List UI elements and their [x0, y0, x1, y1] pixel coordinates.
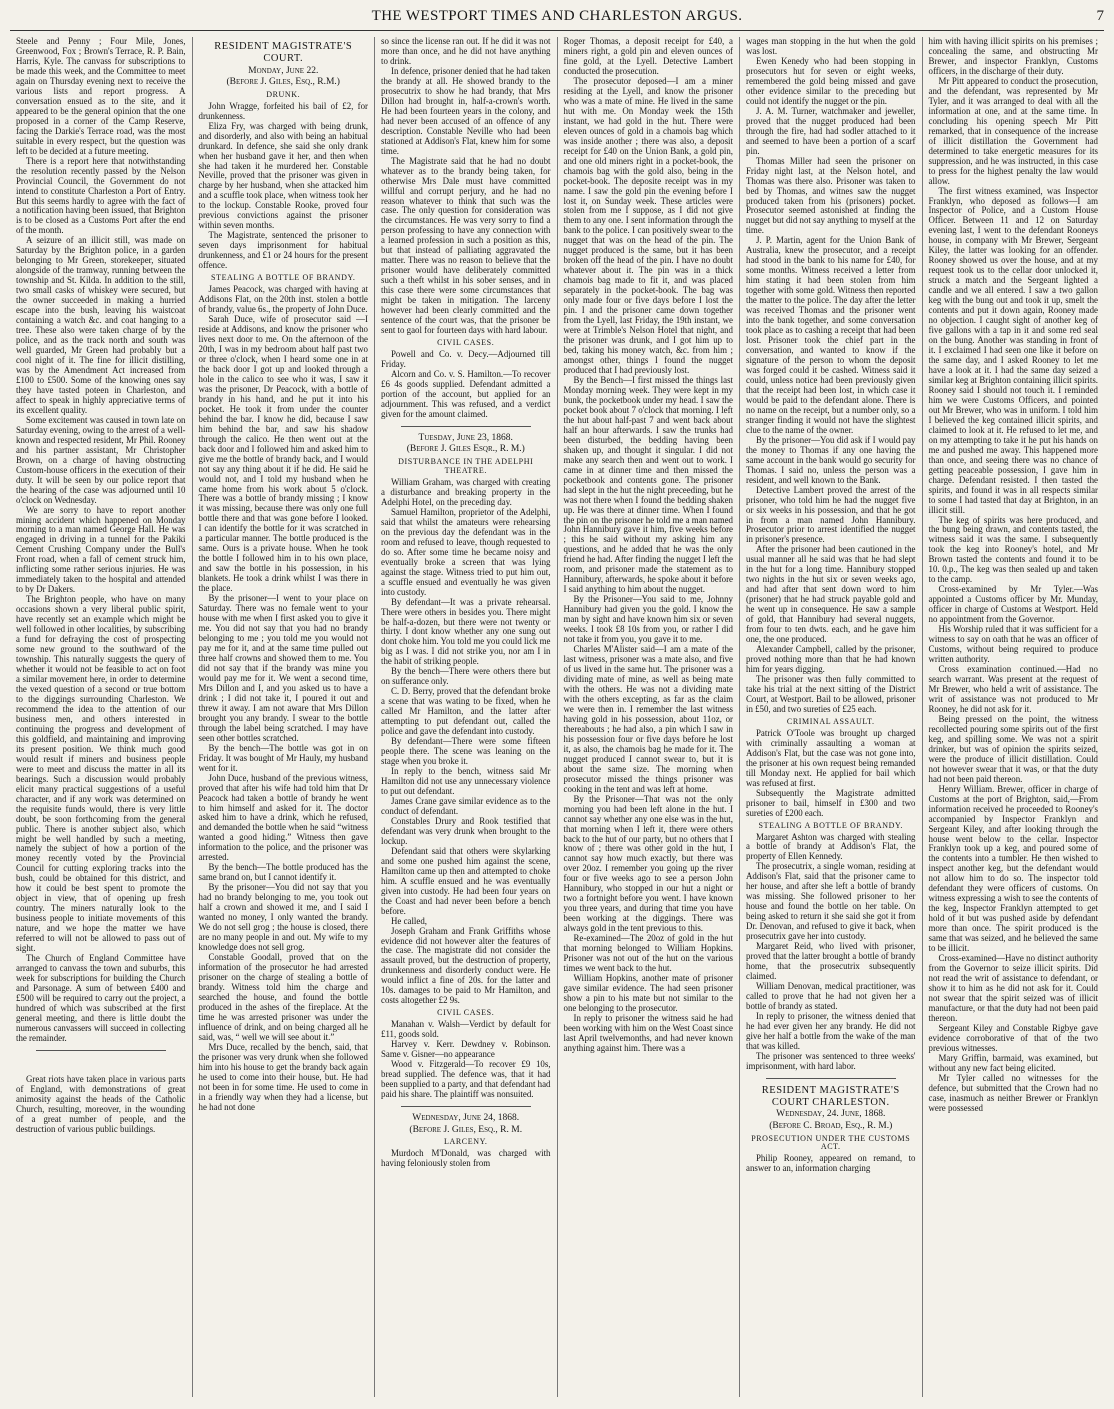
paragraph: Mr Tyler called no witnesses for the defence, but submitted that the Crown had no case, inasmuch as neither Brewer or Franklyn were possessed: [928, 1072, 1098, 1113]
paragraph: Mr Pitt appeared to conduct the prosecution, and the defendant, was represented by Mr Tyler, and it was arranged to deal with all the information at one, and at the same time. In concluding his opening speech Mr Pitt remarked, that in consequence of the increase of illicit distillation the Government had determined to take energetic measures for its suppression, and he was instructed, in this case to press for the highest penalty the law would allow.: [928, 75, 1098, 186]
paragraph: Cross examination continued.—Had no search warrant. Was present at the request of Mr Brewer, who held a writ of assistance. The writ of assistance was not produced to Mr Rooney, he did not ask for it.: [928, 664, 1098, 714]
paragraph: He called,: [391, 915, 427, 926]
paragraph: Murdoch M'Donald, was charged with having feloniously stolen from: [381, 1148, 551, 1169]
paragraph: J. A. M. Turner, watchmaker and jeweller, proved that the nugget produced had been through the fire, had had sodler attached to it and seemed to have been a portion of a scarf pin.: [746, 105, 916, 156]
court-bench: (Before J. Giles, Esq., R.M.): [226, 77, 340, 88]
paragraph: By the Prisoner—That was not the only morning you had been left alone in the hut. I cannot say whether any one else was in the hut, that morning when I left it, there were others back to the hut of our party, but no others that I know of ; there was other gold in the hut, I cannot say how much exactly, but there was over 20oz. I remember you going up the river four or five weeks ago to see a person John Hannibury, who stopped in our hut a night or two a fortnight before you went. I have known you three years, and during that time you have been working at the diggings. There was always gold in the tent previous to this.: [563, 793, 733, 934]
column-3: [374, 37, 557, 1397]
paragraph: By defendant—There were some fifteen people there. The scene was leaning on the stage when you broke it.: [381, 736, 551, 767]
section-heading: RESIDENT MAGISTRATE'S COURT.: [214, 41, 353, 64]
paragraph: The first witness examined, was Inspector Franklyn, who deposed as follows—I am Inspector of Police, and a Custom House Officer. Between 11 and 12 on Saturday evening last, I went to the defendant Rooneys house, in company with Mr Brewer, Sergeant Kiley, the latter was looking for an offender. Rooney showed us over the house, and at my request took us to the cellar door unlocked it, struck a match and the Sergeant lighted a candle and we all entered. I saw a two gallon keg with the bung out and took it up, smelt the contents and put it down again, Rooney made no objection. I caught sight of another keg of five gallons with a tap in it and some red seal on the bung. Another was standing in front of it. I exclaimed I had seen one like it before on the same day, and I asked Rooney to let me have a look at it. I had the same day seized a similar keg at Brighton containing illicit spirits. Rooney said I should not touch it. I reminded him we were Customs Officers, and pointed out Mr Brewer, who was in uniform. I told him I believed the keg contained illicit spirits, and claimed to look at it. He refused to let me, and on my attempting to take it he put his hands on me and pushed me away. This happened more than once, and seeing there was no chance of getting peaceable possession, I gave him in charge. Defendant resisted. I then tasted the spirits, and found it was in all respects similar to some I had tasted that day at Brighton, in an illicit still.: [928, 185, 1098, 515]
paragraph: Constable Goodall, proved that on the information of the prosecutor he had arrested prisoner on the charge of stealing a bottle of brandy. Witness told him the charge and searched the house, and found the bottle produced in the ashes of the fireplace. At the time he was arrested prisoner was under the influence of drink, and on being charged all he said, was, “ well we will see about it.”: [198, 952, 368, 1042]
paragraph: John Wragge, forfeited his bail of £2, for drunkenness.: [198, 100, 368, 121]
paragraph: Mary Griffin, barmaid, was examined, but without any new fact being elicited.: [928, 1052, 1098, 1073]
court-bench: (Before J. Giles, Esq., R. M.: [409, 1124, 523, 1135]
paragraph: Subsequently the Magistrate admitted prisoner to bail, himself in £300 and two sureties of £200 each.: [746, 787, 916, 818]
court-bench: (Before J. Giles Esqr., R. M.): [406, 444, 525, 455]
paragraph: The Brighton people, who have on many occasions shown a very liberal public spirit, have recently set an example which might be well followed in other localities, by subscribing a fund for defraying the cost of prospecting some new ground to the southward of the township. This naturally suggests the query of whether it would not be feasible to act on foot a similar movement here, in order to determine the vexed question of a second or true bottom to the diggings surrounding Charleston. We recommend the idea to the attention of our business men, and others interested in continuing the progress and development of this goldfield, and maintaining and improving its present position. We think much good would result if miners and business people were to meet and discuss the matter in all its bearings. Such a discussion would probably elicit many practical suggestions of a useful character, and if any work was determined on the requisite funds would, there is very little doubt, be soon forthcoming from the general public. There is another subject also, which might be well handled by such a meeting, namely the subject of how a portion of the money recently voted by the Provincial Council for cutting exploring tracks into the bush, could be obtained for this district, and how it could be best spent to promote the object in view, that of opening up fresh country. The miners naturally look to the business people to initiate movements of this nature, and we hope the matter we have referred to will not be allowed to pass out of sight.: [16, 594, 186, 954]
case-subhead: CIVIL CASES.: [437, 1008, 495, 1018]
paragraph: The keg of spirits was here produced, and the bung being drawn, and contents tasted, the witness said it was the same. I subsequently took the keg into Rooney's hotel, and Mr Brown tasted the contents and found it to be 10. 0.p., The keg was then sealed up and taken to the camp.: [928, 514, 1098, 585]
paragraph: By the bench—The bottle was got in on Friday. It was bought of Mr Hauly, my husband went for it.: [198, 742, 368, 773]
paragraph: so since the license ran out. If he did it was not more than once, and he did not have anything to drink.: [381, 37, 551, 66]
paragraph: Cross-examined by Mr Tyler.—Was appointed a Customs officer by Mr. Munday, officer in charge of Customs at Westport. Held no appointment from the Governor.: [928, 584, 1098, 625]
paragraph: Alcorn and Co. v. S. Hamilton.—To recover £6 4s goods supplied. Defendant admitted a portion of the account, but applied for an adjournment. This was refused, and a verdict given for the amount claimed.: [381, 368, 551, 419]
paragraph: Samuel Hamilton, proprietor of the Adelphi, said that whilst the amateurs were rehearsing on the previous day the defendant was in the room and refused to leave, though requested to do so. After some time he became noisy and eventually broke a screen that was lying against the stage. Witness tried to put him out, a scuffle ensued and eventually he was given into custody.: [381, 506, 551, 597]
paragraph: Detective Lambert proved the arrest of the prisoner, who told him he had the nugget five or six weeks in his possession, and that he got in from a man named John Hannibury. Prosecutor prior to arrest identified the nugget in prisoner's presence.: [746, 484, 916, 545]
paragraph: him with having illicit spirits on his premises ; concealing the same, and obstructing Mr Brewer, and inspector Franklyn, Customs officers, in the discharge of their duty.: [928, 37, 1098, 76]
paragraph: Eliza Fry, was charged with being drunk, and disorderly, and also with being an habitual drunkard. In defence, she said she only drank when her husband gave it her, and then when she had taken it he murdered her. Constable Neville, proved that the prisoner was given in charge by her husband, when she attacked him and a scuffle took place, when witness took her to the lockup. Constable Rooke, proved four previous convictions against the prisoner within seven months.: [198, 120, 368, 231]
paragraph: The Magistrate, sentenced the prisoner to seven days imprisonment for habitual drunkenness, and £1 or 24 hours for the present offence.: [198, 230, 368, 271]
paragraph: His Worship ruled that it was sufficient for a witness to say on oath that he was an officer of Customs, without being required to produce written authority.: [928, 624, 1098, 665]
paragraph: In defence, prisoner denied that he had taken the brandy at all. He showed brandy to the prosecutrix to show he had brandy, that Mrs Dillon had brought in, half-a-crown's worth. He had been fourteen years in the colony, and had never been accused of an offence of any description. Constable Neville who had been stationed at Addison's Flat, knew him for some time.: [381, 65, 551, 156]
court-date: Wednesday, June 24, 1868.: [412, 1113, 520, 1123]
paragraph: In reply to prisoner the witness said he had been working with him on the West Coast since last April twelvemonths, and had never known anything against him. There was a: [563, 1012, 733, 1053]
paragraph: C. D. Berry, proved that the defendant broke a scene that was wating to be fixed, when he called Mr Hamilton, and the latter after attempting to put defendant out, called the police and gave the defendant into custody.: [381, 686, 551, 737]
case-subhead: DISTURBANCE IN THE ADELPHI THEATRE.: [398, 457, 534, 475]
paragraph: There is a report here that notwithstanding the resolution recently passed by the Nelson Provincial Council, the Government do not intend to constitute Charleston a Port of Entry. But this seems hardly to agree with the fact of a notification having been issued, that Brighton is to be closed as a Customs Port after the end of the month.: [16, 155, 186, 236]
masthead: [10, 8, 1104, 31]
court-date: Tuesday, June 23, 1868.: [418, 432, 513, 443]
paragraph: By the prisoner—I went to your place on Saturday. There was no female went to your house with me when I first asked you to give it me. You did not say that you had no brandy belonging to me ; you told me you would not pay me for it, and at the same time pulled out three half crowns and showed them to me. You did not say that if the brandy was mine you would pay me for it. We went a second time, Mrs Dillon and I, and you asked us to have a drink ; I did not take it, I poured it out and threw it away. I am not aware that Mrs Dillon brought you any brandy. I swear to the bottle through the label being scratched. I may have seen other bottles scratched.: [198, 593, 368, 743]
column-divider-rule: [36, 1050, 166, 1051]
section-rule: [766, 1078, 896, 1079]
paragraph: We are sorry to have to report another mining accident which happened on Monday morning to a man named George Hall. He was engaged in driving in a tunnel for the Pakiki Cement Crushing Company under the Bull's Front road, when a fall of cement struck him, inflicting some rather serious injuries. He was immediately taken to the hospital and attended to by Dr Dakers.: [16, 504, 186, 595]
column-4: [557, 37, 740, 1397]
paragraph: Being pressed on the point, the witness recollected pouring some spirits out of the first keg, and spilling some. We was not a spirit drinker, but was of opinion the spirits seized, were the produce of illicit distillation. Could not however swear that it was, or that the duty had not been paid thereon.: [928, 713, 1098, 784]
paragraph: Some excitement was caused in town late on Saturday evening, owing to the arrest of a well-known and respected resident, Mr Phil. Rooney and his partner assistant, Mr Christopher Brown, on a charge of having obstructing Custom-house officers in the execution of their duty. It will be seen by our police report that the hearing of the case was adjourned until 10 o'clock on Wednesday.: [16, 414, 186, 505]
case-subhead: CIVIL CASES.: [437, 338, 495, 348]
paragraph: The prosecutor deposed—I am a miner residing at the Lyell, and know the prisoner who was a mate of mine. He lived in the same hut with me. On Monday week the 15th instant, we had gold in the hut. There were eleven ounces of gold in a chamois bag which was inside another ; there was also, a deposit receipt for £40 on the Union Bank, a gold pin, and one old miners right in a pocket-book, the chamois bag with the gold also, being in the pocket-book. The deposite receipt was in my name. I saw the gold pin the evening before I lost it, on Sunday week. These articles were stolen from me I suppose, as I did not give them to any one. I sent information through the bank to the police. I can positively swear to the nugget that was on the head of the pin. The nugget produced is the same, but it has been broken off the head of the pin. I have no doubt whatever about it. The pin was in a thick chamois bag made to fit it, and was placed separately in the pocket-book. The bag was only made four or five days before I lost the pin. I and the prisoner came down together from the Lyell, last Friday, the 19th instant, we were at Trimble's Nelson Hotel that night, and the prisoner was drunk, and I got him up to bed, taking his money watch, &c. from him ; amongst other, things I found the nugget produced that I had previously lost.: [563, 75, 733, 375]
paragraph: Henry William. Brewer, officer in charge of Customs at the port of Brighton, said,—From information received he proceeded to Rooney's accompanied by Inspector Franklyn and Sergeant Kiley, and after looking through the house went below to the cellar. Inspector Franklyn took up a keg, and poured some of the contents into a tumbler. He then wished to inspect another keg, but the defendant would not allow him to do so. The inspector told defendant they were officers of customs. On witness expressing a wish to see the contents of the keg, Inspector Franklyn attempted to get hold of it but was pushed aside by defendant more than once. The spirit produced is the same that was seized, and he believed the same to be illicit.: [928, 783, 1098, 954]
newspaper-title: THE WESTPORT TIMES AND CHARLESTON ARGUS.: [371, 8, 743, 24]
paragraph: The prisoner was sentenced to three weeks' imprisonment, with hard labor.: [746, 1050, 916, 1071]
case-subhead: CRIMINAL ASSAULT.: [786, 716, 875, 726]
paragraph: Thomas Miller had seen the prisoner on Friday night last, at the Nelson hotel, and Thomas was there also. Prisoner was taken to bed by Thomas, and witnes saw the nugget produced taken from his (prisoners) pocket. Prosecutor seemed astonished at finding the nugget but did not say anything to myself at the time.: [746, 155, 916, 236]
paragraph: In reply to the bench, witness said Mr Hamilton did not use any unnecessary violence to put out defendant.: [381, 766, 551, 796]
paragraph: Steele and Penny ; Four Mile, Jones, Greenwood, Fox ; Brown's Terrace, R. P. Bain, Harris, Kyle. The canvass for subscriptions to be made this week, and the Committee to meet again on Thursday evening next to receive the various lists and report progress. A conversation ensued as to the site, and it appeared to be the general opinion that the one proposed in a corner of the Camp Reserve, facing the Darkie's Terrace road, was the most suitable in every respect, but the question was left to be decided at a future meeting.: [16, 37, 186, 156]
court-date: Wednesday, 24. June, 1868.: [776, 1109, 886, 1120]
paragraph: John Duce, husband of the previous witness, proved that after his wife had told him that Dr Peacock had taken a bottle of brandy he went to him himself and asked for it. The doctor asked him to have a drink, which he refused, and demanded the bottle when he said “witness wanted a good hiding.” Witness then gave information to the police, and the prisoner was arrested.: [198, 772, 368, 863]
paragraph: James Peacock, was charged with having at Addisons Flat, on the 20th inst. stolen a bottle of brandy, value 6s., the property of John Duce.: [198, 284, 368, 315]
paragraph: Re-examined—The 20oz of gold in the hut that morning belonged to William Hopkins. Prisoner was not out of the hut on the various times we went back to the hut.: [563, 933, 733, 974]
paragraph: William Graham, was charged with creating a disturbance and breaking property in the Adelphi Hotel, on the preceding day.: [381, 476, 551, 507]
column-6: [922, 37, 1105, 1397]
paragraph: Ewen Kenedy who had been stopping in prosecutors hut for seven or eight weeks, remembered the gold being missed and gave other evidence similar to the preceding but could not identify the nugget or the pin.: [746, 55, 916, 106]
paragraph: After the prisoner had been cautioned in the usual manner all he said was that he had slept in the hut for a long time. Hannibury stopped two nights in the hut six or seven weeks ago, and had after that sent down word to him (prisoner) that he had struck payable gold and he went up in consequence. He saw a sample of gold, that Hannibury had several nuggets, from four to ten dwts. each, and he gave him one, the one produced.: [746, 544, 916, 645]
paragraph: William Hopkins, another mate of prisoner gave similar evidence. The had seen prisoner show a pin to his mate but not similar to the one belonging to the prosecutor.: [563, 973, 733, 1013]
case-subhead: STEALING A BOTTLE OF BRANDY.: [211, 273, 356, 283]
paragraph: Margaret Reid, who lived with prisoner, proved that the latter brought a bottle of brandy home, that the prosecutrix subsequently claimed.: [746, 941, 916, 982]
paragraph: Mrs Duce, recalled by the bench, said, that the prisoner was very drunk when she followed him into his house to get the brandy back again he used to come into their house, but. He had not been in for some time. He used to come in in a friendly way when they had a license, but he had not done: [198, 1041, 368, 1112]
paragraph: The prosecutrix, a single woman, residing at Addison's Flat, said that the prisoner came to her house, and after she left a bottle of brandy was missing. She followed prisoner to her house and found the bottle on her table. On being asked to return it she said she got it from Dr. Denovan, and refused to give it back, when prosecutrix gave her into custody.: [746, 861, 916, 942]
court-bench: (Before C. Broad, Esq., R. M.): [769, 1120, 893, 1131]
paragraph: Sarah Duce, wife of prosecutor said —I reside at Addisons, and know the prisoner who lives next door to me. On the afternoon of the 20th, I was in my bedroom about half past two or three o'clock, when I heard some one in at the back door I got up and looked through a hole in the calico to see who it was, I saw it was the prisoner, Dr Peacock, with a bottle of brandy in his hand, and he put it into his pocket. He took it from under the counter behind the bar. I know he did, because I saw him behind the bar, and saw his shadow through the calico. He then went out at the back door and I followed him and asked him to give me the bottle of brandy back, and I would not say any thing about it if he did. He said he would not, and I told my husband when he came home from his work about 5 o'clock. There was a bottle of brandy missing ; I know it was missing, because there was only one full bottle there and that was gone before I looked. I can identify the bottle for it was scratched in a particular manner. The bottle produced is the same. Ours is a private house. When he took the bottle I followed him in to his own place, and saw the bottle in his possession, in his blankets. He took a drink whilst I was there in the place.: [198, 314, 368, 594]
paragraph: Roger Thomas, a deposit receipt for £40, a miners right, a gold pin and eleven ounces of fine gold, at the Lyell. Detective Lambert conducted the prosecution.: [563, 37, 733, 76]
paragraph: Joseph Graham and Frank Griffiths whose evidence did not however alter the features of the case. The magistrate did not consider the assault proved, but the destruction of property, drunkenness and disorderly conduct were. He would inflict a fine of 20s. for the latter and 10s. damages to be paid to Mr Hamilton, and costs altogether £2 9s.: [381, 925, 551, 1006]
paragraph: By the bench—The bottle produced has the same brand on, but I cannot identify it.: [198, 862, 368, 883]
paragraph: Great riots have taken place in various parts of England, with demonstrations of great animosity against the heads of the Catholic Church, resulting, moreover, in the wounding of a great number of people, and the destruction of various public buildings.: [16, 1073, 186, 1134]
paragraph: J. P. Martin, agent for the Union Bank of Australia, knew the prosecutor, and a receipt had stood in the bank to his name for £40, for some months. Witness received a letter from him stating it had been stolen from him together with some gold. Witness then reported the matter to the police. The day after the letter was received Thomas and the prisoner went into the bank together, and some conversation took place as to cashing a receipt that had been lost. Prisoner took the chief part in the conversation, and wanted to know if the signature of the person to whom the deposit was forged could it be cashed. Witness said it could, unless notice had been previously given that the receipt had been lost, in which case it would be paid to the defendant alone. There is no name on the receipt, but a number only, so a stranger finding it would not have the slightest clue to the name of the owner.: [746, 235, 916, 435]
paragraph: Sergeant Kiley and Constable Rigbye gave evidence corroborative of that of the two previous witnesses.: [928, 1022, 1098, 1053]
paragraph: By the Bench—I first missed the things last Monday morning week. They were kept in my bunk, the pocketbook under my head. I saw the pocket book about 7 o'clock that morning. I left the hut about half-past 7 and went back about half an hour afterwards. I saw the trunks had been disturbed, the bedding having been shaken up, and thought it singular. I did not make any search then and went out to work. I came in at dinner time and then missed the pocketbook and contents gone. The prisoner had slept in the hut the night preceeding, but he was not there when I found the bedding shaken up. He was there at dinner time. When I found the pin on the prisoner he told me a man named John Hannibury gave it him, five weeks before ; this he said without my asking him any questions, and he added that he was the only friend he had. After finding the nugget I left the room, and prisoner made the statement as to Hannibury, afterwards, he spoke about it before I said anything to him about the nugget.: [563, 374, 733, 595]
paragraph: Charles M'Alister said—I am a mate of the last witness, prisoner was a mate also, and five of us lived in the same hut. The prisoner was a dividing mate of mine, as well as being mate with the others. He was not a dividing mate with the others excepting, as far as the claim we were then in. I remember the last witness having gold in his possession, about 11oz, or thereabouts ; he had also, a pin which I saw in his possession four or five days before he lost it, as also, the chamois bag he made for it. The nugget produced I cannot swear to, but it is about the same size. The morning when prosecutor missed the things prisoner was cooking in the tent and was left at home.: [563, 644, 733, 794]
paragraph: Constables Drury and Rook testified that defendant was very drunk when brought to the lockup.: [381, 815, 551, 846]
paragraph: The prisoner was then fully committed to take his trial at the next sitting of the District Court, at Westport. Bail to be allowed, prisoner in £50, and two sureties of £25 each.: [746, 674, 916, 714]
column-2: [192, 37, 375, 1397]
paragraph: Patrick O'Toole was brought up charged with criminally assaulting a woman at Addison's Flat, but the case was not gone into, the prisoner at his own request being remanded till Monday next. He applied for bail which was refused at first.: [746, 727, 916, 788]
paragraph: By the bench—There were others there but on sufferance only.: [381, 666, 551, 687]
paragraph: The Church of England Committee have arranged to canvass the town and suburbs, this week for subscriptions for building the Church and Parsonage. A sum of between £400 and £500 will be required to carry out the project, a hundred of which was subscribed at the first general meeting, and there is little doubt the numerous canvassers will succeed in collecting the remainder.: [16, 953, 186, 1043]
paragraph: By the prisoner—You did ask if I would pay the money to Thomas if any one having the same account in the bank would go security for Thomas. I said no, unless the person was a resident, and well known to the Bank.: [746, 434, 916, 485]
paragraph: Wood v. Fitzgerald—To recover £9 10s, bread supplied. The defence was, that it had been supplied to a party, and that defendant had paid his share. The plaintiff was nonsuited.: [381, 1059, 551, 1100]
section-rule: [401, 1106, 531, 1107]
paragraph: By defendant—It was a private rehearsal. There were others in besides you. There might be half-a-dozen, but there were not twenty or thirty. I dont know whether any one sung out dont choke him. You told me you could lick me big as I was. I did not strike you, nor am I in the habit of striking people.: [381, 596, 551, 667]
paragraph: Harvey v. Kerr. Dewdney v. Robinson. Same v. Gisner—no appearance: [381, 1039, 551, 1060]
column-5: [739, 37, 922, 1397]
page-number: 7: [1096, 8, 1104, 24]
paragraph: Cross-examined—Have no distinct authority from the Governor to seize illicit spirits. Did not read the writ of assistance to defendant, or show it to him as he did not ask for it. Could not swear that the spirit seized was of illicit manufacture, or that the duty had not been paid thereon.: [928, 953, 1098, 1023]
case-subhead: LARCENY.: [443, 1137, 488, 1147]
paragraph: A seizure of an illicit still, was made on Saturday by the Brighton police, in a garden belonging to Mr Green, storekeeper, situated alongside of the tramway, running between the township and St. Kilda. In addition to the still, two small casks of whiskey were secured, but the owner succeeded in making a hurried escape into the bush, leaving his waistcoat containing a watch &c. and coat hanging to a tree. These also were taken charge of by the police, and as the track north and south was well guarded, Mr Green had probably but a cool night of it. The fine for illicit distilling, was by the Amendment Act increased from £100 to £500. Some of the knowing ones say they have tasted poteen in Charleston, and affect to speak in highly appreciative terms of its excellent quality.: [16, 235, 186, 415]
column-1: [10, 37, 192, 1397]
paragraph: Philip Rooney, appeared on remand, to answer to an, information charging: [746, 1153, 916, 1174]
paragraph: Margaret Ashton was charged with stealing a bottle of brandy at Addison's Flat, the property of Ellen Kennedy.: [746, 831, 916, 862]
section-rule: [401, 426, 531, 427]
paragraph: James Crane gave similar evidence as to the conduct of defendant.: [381, 795, 551, 816]
case-subhead: STEALING A BOTTLE OF BRANDY.: [758, 820, 903, 830]
paragraph: Defendant said that others were skylarking and some one pushed him against the scene, Hamilton came up then and attempted to choke him. A scuffle ensued and he was eventually given into custody. He had been four years on the Coast and had never been before a bench before.: [381, 845, 551, 916]
section-heading: RESIDENT MAGISTRATE'S COURT CHARLESTON.: [761, 1084, 900, 1108]
spacer: [16, 1057, 186, 1075]
columns: [10, 37, 1104, 1397]
paragraph: Manahan v. Walsh—Verdict by default for £11, goods sold.: [381, 1019, 551, 1040]
court-date: Monday, June 22.: [248, 65, 319, 76]
case-subhead: DRUNK.: [266, 89, 301, 99]
paragraph: In reply to prisoner, the witness denied that he had ever given her any brandy. He did not give her half a bottle from the wake of the man that was killed.: [746, 1010, 916, 1051]
case-subhead: PROSECUTION UNDER THE CUSTOMS ACT.: [751, 1133, 911, 1152]
paragraph: Powell and Co. v. Decy.—Adjourned till Friday.: [381, 349, 551, 369]
paragraph: The Magistrate said that he had no doubt whatever as to the brandy being taken, for otherwise Mrs Dale must have committed willful and corrupt perjury, and he had no reason whatever to think that such was the case. The only question for consideration was the circumstances. He was very sorry to find a person professing to have any connection with a learned profession in such a position as this, but that instead of palliating aggravated the matter. There was no reason to believe that the prisoner would have deliberately committed such a theft whilst in his sober senses, and in this case there were some circumstances that might be taken in mitigation. The larceny however had been clearly committed and the sentence of the court was, that the prisoner be sent to gaol for fourteen days with hard labour.: [381, 155, 551, 336]
paragraph: Alexander Campbell, called by the prisoner, proved nothing more than that he had known him for years digging.: [746, 644, 916, 675]
paragraph: By the prisoner—You did not say that you had no brandy belonging to me, you took out half a crown and showed it me, and I said I wanted no money, I only wanted the brandy. We do not sell grog ; the house is closed, there are no many people in and out. My wife to my knowledge does not sell grog.: [198, 882, 368, 953]
paragraph: wages man stopping in the hut when the gold was lost.: [746, 37, 916, 56]
paragraph: By the Prisoner—You said to me, Johnny Hannibury had given you the gold. I know the man by sight and have known him six or seven weeks. I took £8 10s from you, or rather I did not take it from you, you gave it to me.: [563, 594, 733, 645]
paragraph: William Denovan, medical practitioner, was called to prove that he had not given her a bottle of brandy as stated.: [746, 981, 916, 1011]
